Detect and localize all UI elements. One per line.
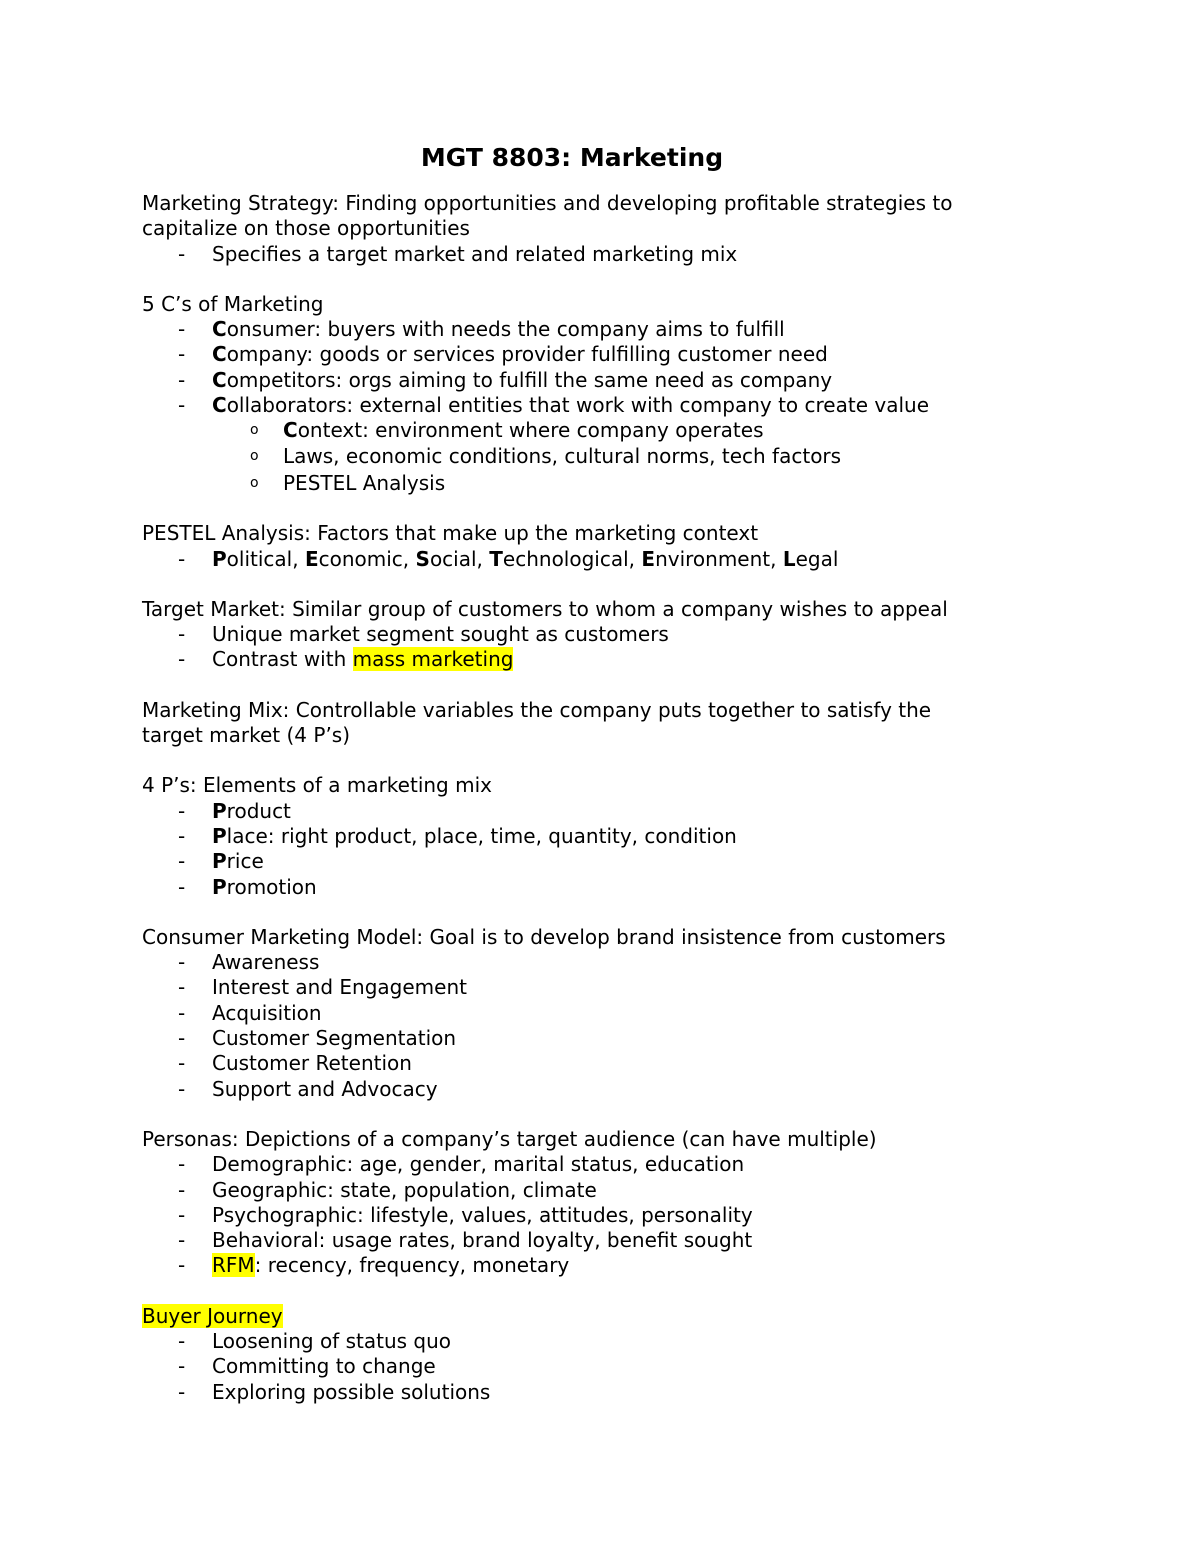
four-ps-heading: 4 P’s: Elements of a marketing mix: [142, 773, 492, 798]
list-item: - Support and Advocacy: [142, 1077, 1042, 1102]
item-text: Contrast with: [212, 647, 353, 672]
item-initial: P: [212, 823, 227, 848]
item-text: lace: right product, place, time, quantity, condition: [226, 823, 737, 848]
list-item: [142, 849, 1042, 874]
pestel-text: ocial,: [429, 546, 490, 571]
strategy-list: [142, 242, 1042, 267]
buyer-journey-heading: [142, 1304, 1042, 1329]
list-item: - Exploring possible solutions: [142, 1380, 1042, 1405]
list-item: [142, 368, 1042, 393]
section-marketing-mix: [142, 698, 1042, 749]
pestel-text: egal: [795, 546, 839, 571]
item-initial: C: [212, 342, 227, 367]
personas-heading: Personas: Depictions of a company’s target audience (can have multiple): [142, 1126, 877, 1151]
item-initial: C: [212, 393, 227, 418]
personas-list: [142, 1152, 1042, 1278]
sub-list-item: [142, 471, 1042, 496]
list-item: - Psychographic: lifestyle, values, attitudes, personality: [142, 1203, 1042, 1228]
sub-list-item: [142, 418, 1042, 443]
pestel-initial-l: L: [782, 546, 796, 571]
sub-list-item: [142, 444, 1042, 469]
list-item: - Specifies a target market and related marketing mix: [142, 242, 1042, 267]
list-item: - Unique market segment sought as customers: [142, 622, 1042, 647]
list-item: [142, 875, 1042, 900]
list-item: - Acquisition: [142, 1001, 1042, 1026]
section-target-market: [142, 597, 1042, 673]
item-initial: P: [212, 849, 227, 874]
five-cs-sublist: [142, 418, 1042, 496]
document-page: [142, 138, 1042, 1430]
pestel-text: conomic,: [318, 546, 416, 571]
list-item: [142, 342, 1042, 367]
strategy-heading-line-2: capitalize on those opportunities: [142, 216, 470, 241]
item-text: ompetitors: orgs aiming to fulfill the same need as company: [226, 367, 833, 392]
list-item: - Customer Retention: [142, 1051, 1042, 1076]
list-item: - Awareness: [142, 950, 1042, 975]
mix-heading: [142, 698, 1042, 749]
strategy-heading-line-1: Marketing Strategy: Finding opportunities and developing profitable strategies to: [142, 191, 953, 215]
list-item: [142, 317, 1042, 342]
highlighted-text: Buyer Journey: [142, 1303, 283, 1328]
item-initial: C: [212, 317, 227, 342]
list-item: - Demographic: age, gender, marital status, education: [142, 1152, 1042, 1177]
pestel-initial-p: P: [212, 546, 227, 571]
document-title: MGT 8803: Marketing: [420, 143, 724, 172]
four-ps-list: [142, 799, 1042, 900]
item-text: ompany: goods or services provider fulfilling customer need: [226, 342, 828, 367]
item-text: onsumer: buyers with needs the company aims to fulfill: [226, 317, 785, 342]
list-item: - Committing to change: [142, 1354, 1042, 1379]
pestel-initial-e2: E: [641, 546, 656, 571]
section-pestel: [142, 521, 1042, 572]
section-marketing-strategy: [142, 191, 1042, 267]
target-list: [142, 622, 1042, 673]
pestel-text: olitical,: [226, 546, 305, 571]
item-text: PESTEL Analysis: [283, 470, 446, 495]
item-text: rice: [226, 849, 264, 874]
item-text: : recency, frequency, monetary: [254, 1253, 570, 1278]
pestel-initial-e: E: [304, 546, 319, 571]
section-buyer-journey: [142, 1304, 1042, 1405]
mix-heading-line-1: Marketing Mix: Controllable variables the company puts together to satisfy the: [142, 697, 932, 722]
item-text: ontext: environment where company operates: [297, 418, 764, 443]
list-item: - Loosening of status quo: [142, 1329, 1042, 1354]
item-text: romotion: [226, 874, 317, 899]
item-text: ollaborators: external entities that work with company to create value: [226, 393, 929, 418]
pestel-initial-s: S: [415, 546, 430, 571]
five-cs-heading: 5 C’s of Marketing: [142, 291, 324, 316]
item-initial: C: [212, 367, 227, 392]
section-five-cs: [142, 292, 1042, 496]
highlighted-text: mass marketing: [352, 647, 514, 672]
section-consumer-model: [142, 925, 1042, 1102]
list-item: [142, 1253, 1042, 1278]
pestel-list: [142, 547, 1042, 572]
pestel-initial-t: T: [489, 546, 503, 571]
list-item: [142, 824, 1042, 849]
item-initial: C: [283, 418, 298, 443]
consumer-model-list: [142, 950, 1042, 1102]
item-text: Laws, economic conditions, cultural norms, tech factors: [283, 443, 842, 468]
item-initial: P: [212, 874, 227, 899]
highlighted-text: RFM: [212, 1253, 255, 1278]
item-text: roduct: [226, 798, 291, 823]
list-item: - Geographic: state, population, climate: [142, 1178, 1042, 1203]
pestel-text: nvironment,: [655, 546, 783, 571]
section-four-ps: [142, 773, 1042, 899]
five-cs-list: [142, 317, 1042, 418]
list-item: [142, 393, 1042, 418]
section-personas: [142, 1127, 1042, 1279]
list-item: - Behavioral: usage rates, brand loyalty, benefit sought: [142, 1228, 1042, 1253]
list-item: [142, 547, 1042, 572]
pestel-text: echnological,: [502, 546, 642, 571]
strategy-heading: [142, 191, 1042, 242]
pestel-heading: PESTEL Analysis: Factors that make up the marketing context: [142, 521, 759, 546]
list-item: - Customer Segmentation: [142, 1026, 1042, 1051]
item-initial: P: [212, 798, 227, 823]
list-item: - Interest and Engagement: [142, 975, 1042, 1000]
mix-heading-line-2: target market (4 P’s): [142, 723, 351, 748]
buyer-journey-list: [142, 1329, 1042, 1405]
list-item: [142, 799, 1042, 824]
consumer-model-heading: Consumer Marketing Model: Goal is to develop brand insistence from customers: [142, 924, 946, 949]
list-item: [142, 647, 1042, 672]
target-heading: Target Market: Similar group of customers to whom a company wishes to appeal: [142, 596, 948, 621]
